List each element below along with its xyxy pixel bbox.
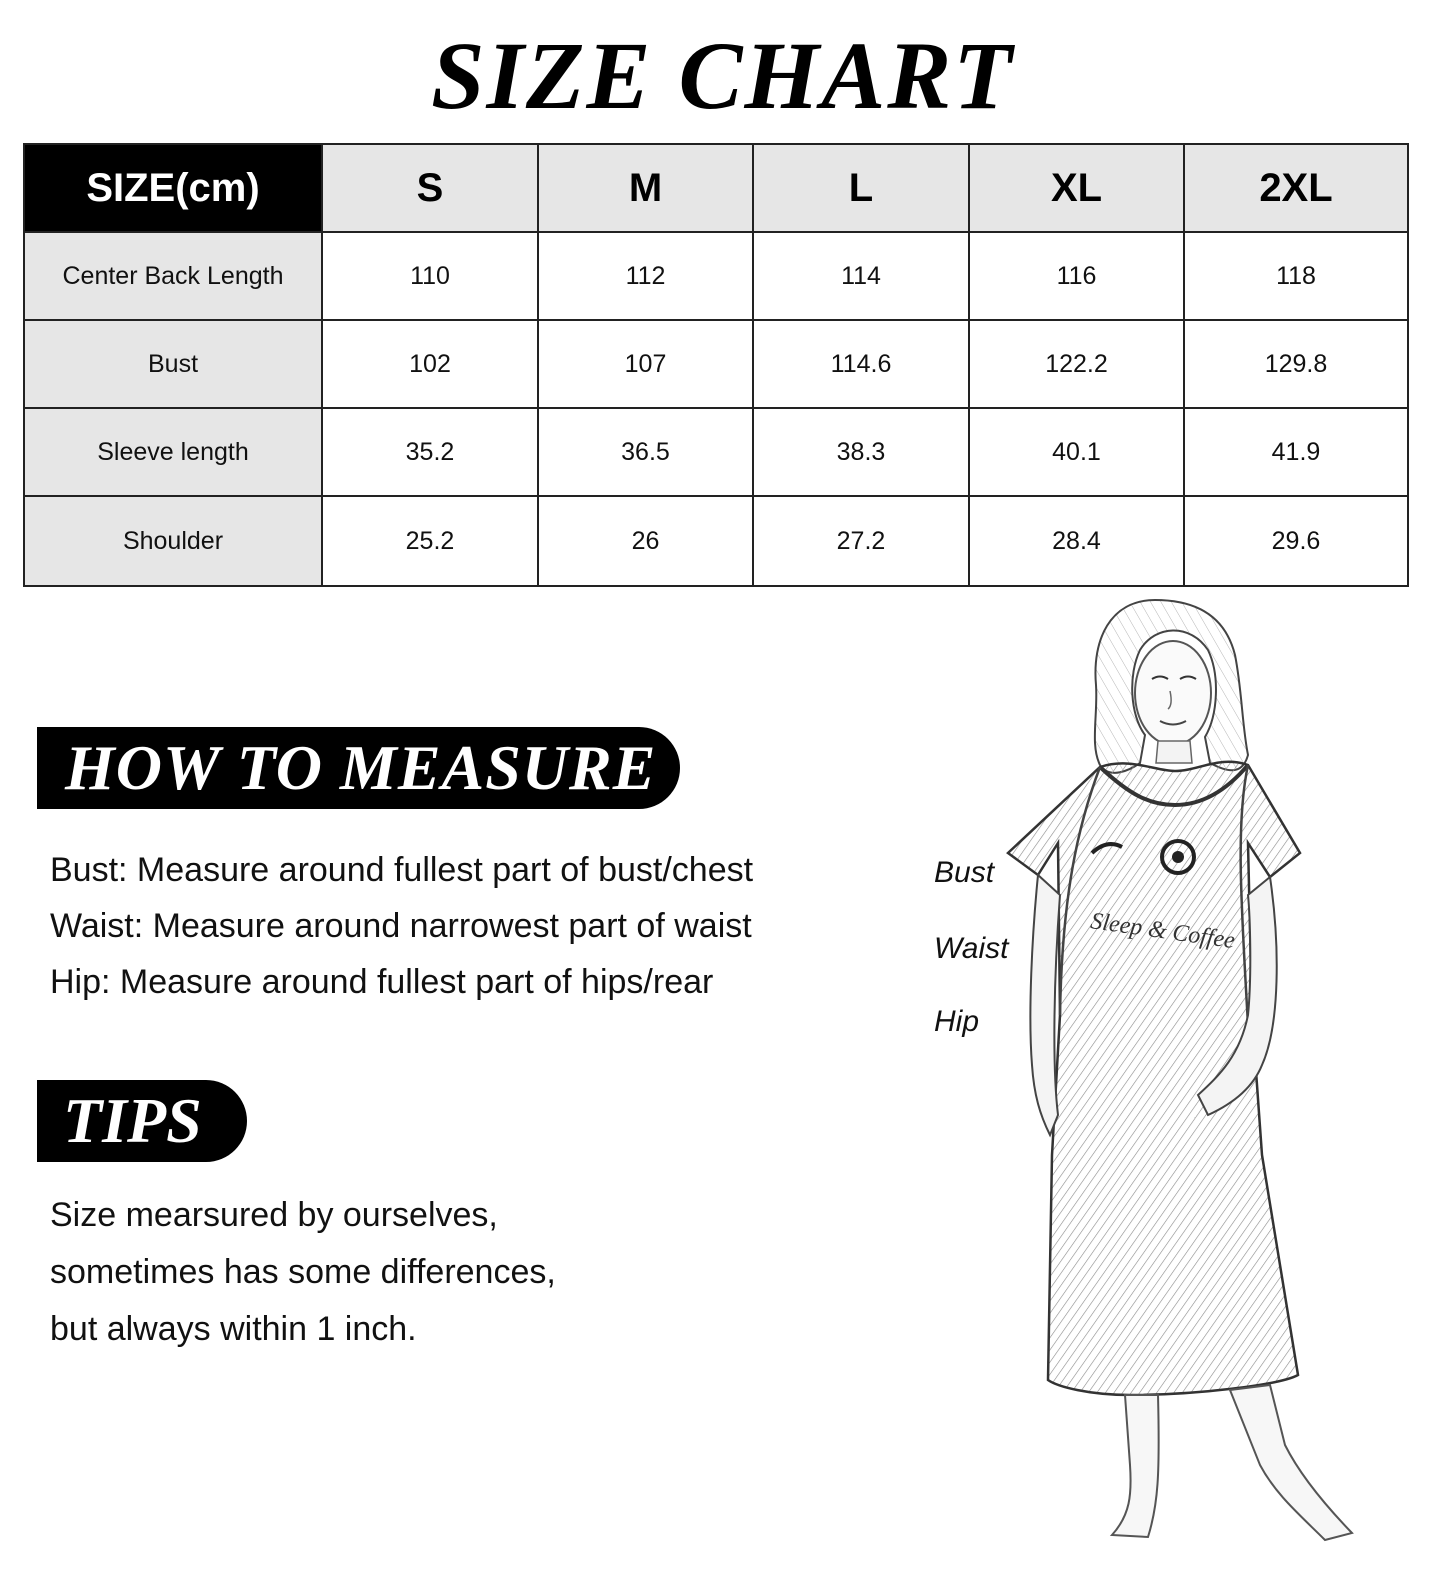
table-cell: 38.3 bbox=[753, 408, 969, 496]
neck bbox=[1156, 741, 1192, 763]
measure-instruction: Waist: Measure around narrowest part of waist bbox=[50, 907, 752, 945]
table-cell: 102 bbox=[322, 320, 538, 408]
size-table bbox=[23, 143, 1409, 587]
table-cell: 118 bbox=[1184, 232, 1408, 320]
waist-label: Waist bbox=[934, 932, 1009, 965]
size-header: 2XL bbox=[1184, 144, 1408, 232]
row-label: Shoulder bbox=[24, 496, 322, 586]
row-label: Bust bbox=[24, 320, 322, 408]
row-label: Center Back Length bbox=[24, 232, 322, 320]
size-unit-header: SIZE(cm) bbox=[24, 144, 322, 232]
table-cell: 36.5 bbox=[538, 408, 753, 496]
tip-line: sometimes has some differences, bbox=[50, 1253, 556, 1291]
table-cell: 112 bbox=[538, 232, 753, 320]
table-cell: 25.2 bbox=[322, 496, 538, 586]
table-row bbox=[24, 496, 1408, 586]
table-cell: 40.1 bbox=[969, 408, 1184, 496]
table-cell: 122.2 bbox=[969, 320, 1184, 408]
table-cell: 27.2 bbox=[753, 496, 969, 586]
table-cell: 35.2 bbox=[322, 408, 538, 496]
measure-instruction: Bust: Measure around fullest part of bust/chest bbox=[50, 851, 754, 889]
tips-text bbox=[50, 1187, 556, 1358]
bust-label: Bust bbox=[934, 856, 995, 889]
table-header-row bbox=[24, 144, 1408, 232]
shirt-slogan: Sleep & Coffee bbox=[1088, 908, 1237, 955]
size-header: M bbox=[538, 144, 753, 232]
table-cell: 116 bbox=[969, 232, 1184, 320]
model-sketch-illustration bbox=[980, 595, 1430, 1580]
table-cell: 107 bbox=[538, 320, 753, 408]
table-row bbox=[24, 320, 1408, 408]
table-cell: 41.9 bbox=[1184, 408, 1408, 496]
table-cell: 110 bbox=[322, 232, 538, 320]
face bbox=[1135, 641, 1211, 745]
table-cell: 129.8 bbox=[1184, 320, 1408, 408]
tips-heading: TIPS bbox=[37, 1080, 247, 1162]
measure-instruction: Hip: Measure around fullest part of hips/rear bbox=[50, 963, 714, 1001]
size-header: L bbox=[753, 144, 969, 232]
size-header: S bbox=[322, 144, 538, 232]
table-cell: 29.6 bbox=[1184, 496, 1408, 586]
how-to-measure-heading: HOW TO MEASURE bbox=[37, 727, 680, 809]
page-title: SIZE CHART bbox=[431, 22, 1014, 129]
table-row bbox=[24, 232, 1408, 320]
table-cell: 28.4 bbox=[969, 496, 1184, 586]
legs bbox=[1112, 1385, 1352, 1540]
row-label: Sleeve length bbox=[24, 408, 322, 496]
measure-instructions bbox=[50, 842, 753, 1010]
table-row bbox=[24, 408, 1408, 496]
tip-line: but always within 1 inch. bbox=[50, 1310, 417, 1348]
table-cell: 114 bbox=[753, 232, 969, 320]
table-cell: 114.6 bbox=[753, 320, 969, 408]
hip-label: Hip bbox=[934, 1005, 980, 1038]
table-cell: 26 bbox=[538, 496, 753, 586]
size-header: XL bbox=[969, 144, 1184, 232]
tip-line: Size mearsured by ourselves, bbox=[50, 1196, 498, 1234]
